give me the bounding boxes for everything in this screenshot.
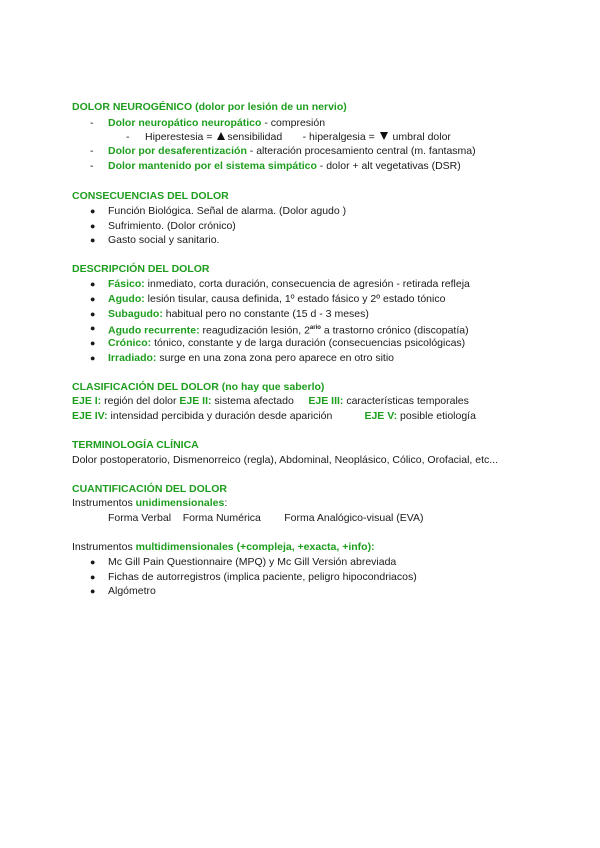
bullet-icon: ● <box>90 338 96 348</box>
section-title-clasificacion: CLASIFICACIÓN DEL DOLOR (no hay que saberlo) <box>72 381 325 393</box>
section-title-terminologia: TERMINOLOGÍA CLÍNICA <box>72 439 199 451</box>
section-title-cuantificacion: CUANTIFICACIÓN DEL DOLOR <box>72 483 227 495</box>
bullet-icon: ● <box>90 323 96 333</box>
arrow-up-icon <box>217 132 225 140</box>
bullet-icon: ● <box>90 586 96 596</box>
terminologia-text: Dolor postoperatorio, Dismenorreico (regla), Abdominal, Neoplásico, Cólico, Orofacial, etc... <box>72 454 499 466</box>
dash-bullet: - <box>126 131 130 143</box>
clasificacion-line-2: EJE IV: intensidad percibida y duración desde aparición EJE V: posible etiología <box>72 410 476 422</box>
cuantificacion-uni: Instrumentos unidimensionales: <box>72 497 228 509</box>
bullet-icon: ● <box>90 309 96 319</box>
bullet-icon: ● <box>90 353 96 363</box>
bullet-icon: ● <box>90 206 96 216</box>
clasificacion-line-1: EJE I: región del dolor EJE II: sistema afectado EJE III: características temporales <box>72 395 469 407</box>
bullet-icon: ● <box>90 235 96 245</box>
bullet-icon: ● <box>90 221 96 231</box>
bullet-icon: ● <box>90 279 96 289</box>
dash-bullet: - <box>90 160 94 172</box>
bullet-icon: ● <box>90 294 96 304</box>
arrow-down-icon <box>380 132 388 140</box>
dash-bullet: - <box>90 145 94 157</box>
section-title-consecuencias: CONSECUENCIAS DEL DOLOR <box>72 190 229 202</box>
section-title-descripcion: DESCRIPCIÓN DEL DOLOR <box>72 263 210 275</box>
section-title-neurogenico: DOLOR NEUROGÉNICO (dolor por lesión de un nervio) <box>72 101 347 113</box>
document-page: DOLOR NEUROGÉNICO (dolor por lesión de un nervio) - Dolor neuropático neuropático - compresión - Hiperestesia = sensibilidad - hiperalgesia = umbral dolor - Dolor por desaferentización - alteración procesamiento central (m. fantasma) - Dolor mantenido por el sistema simpático - dolor + alt vegetativas (DSR) CONSECUENCIAS DEL DOLOR ● Función Biológica. Señal de alarma. (Dolor agudo ) ● Sufrimiento. (Dolor crónico) ● Gasto social y sanitario. DESCRIPCIÓN DEL DOLOR ● Fásico: inmediato, corta duración, consecuencia de agresión - retirada refleja ● Agudo: lesión tisular, causa definida, 1º estado fásico y 2º estado tónico ● Subagudo: habitual pero no constante (15 d - 3 meses) ● Agudo recurrente: reagudización lesión, $2^{ario}$ a trastorno crónico (discopatía) ● Crónico: tónico, constante y de larga duración (consecuencias psicológicas) ● Irradiado: surge en una zona zona pero aparece en otro sitio CLASIFICACIÓN DEL DOLOR (no hay que saberlo) EJE I: región del dolor EJE II: sistema afectado EJE III: características temporales EJE IV: intensidad percibida y duración desde aparición EJE V: posible etiología TERMINOLOGÍA CLÍNICA Dolor postoperatorio, Dismenorreico (regla), Abdominal, Neoplásico, Cólico, Orofacial, etc... CUANTIFICACIÓN DEL DOLOR Instrumentos unidimensionales: Forma Verbal Forma Numérica Forma Analógico-visual (EVA) Instrumentos multidimensionales (+compleja, +exacta, +info): ● Mc Gill Pain Questionnaire (MPQ) y Mc Gill Versión abreviada ● Fichas de autorregistros (implica paciente, peligro hipocondriacos) ● Algómetro <box>72 101 499 597</box>
bullet-icon: ● <box>90 572 96 582</box>
cuantificacion-formas: Forma Verbal Forma Numérica Forma Analógico-visual (EVA) <box>108 512 424 524</box>
cuantificacion-multi: Instrumentos multidimensionales (+compleja, +exacta, +info): <box>72 541 375 553</box>
bullet-icon: ● <box>90 557 96 567</box>
dash-bullet: - <box>90 117 94 129</box>
